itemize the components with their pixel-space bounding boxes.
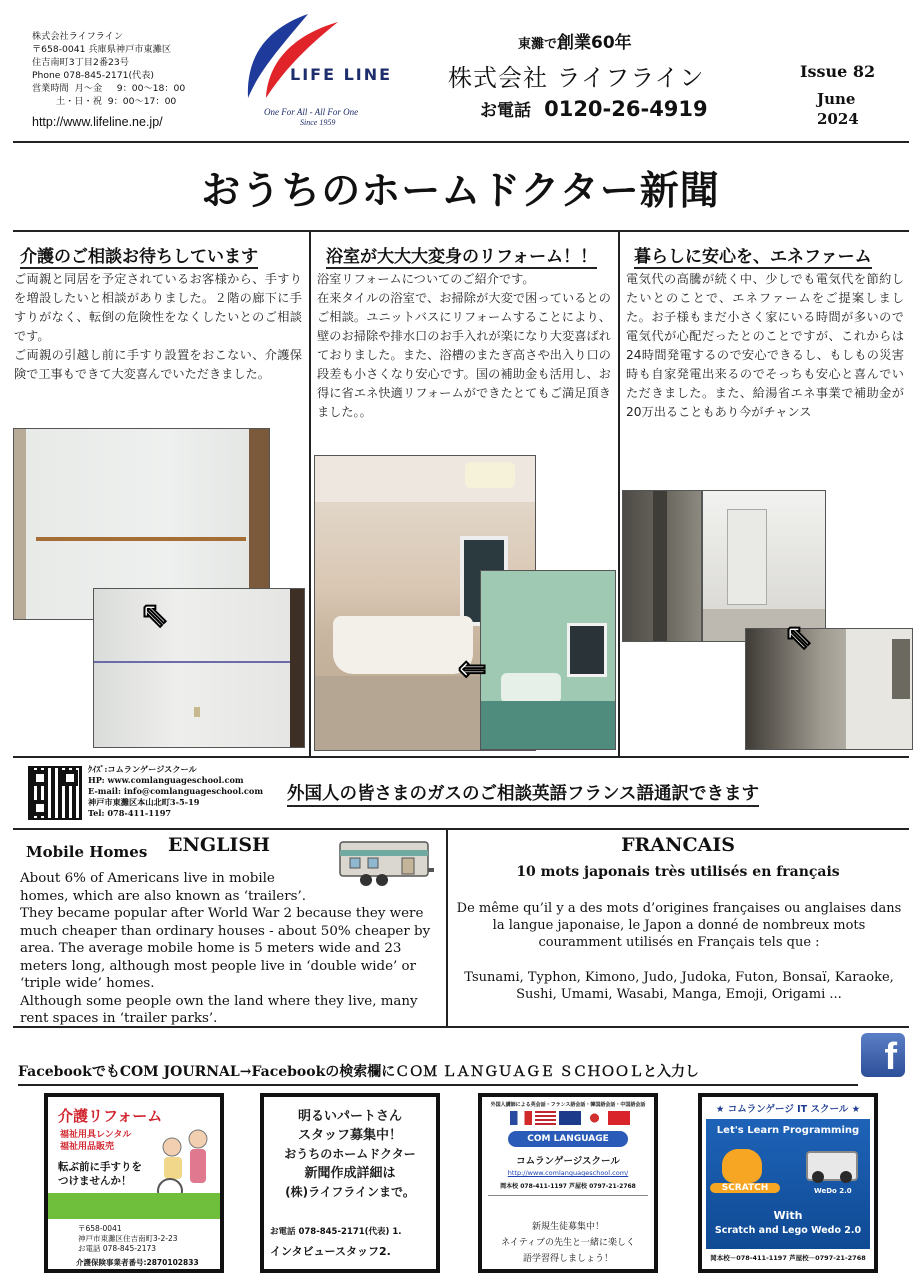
arrow-icon: ⇖ <box>784 617 813 657</box>
facebook-line: FacebookでもCOM JOURNAL→Facebookの検索欄にＣＯＭ ＬＡＮＧＵＡＧＥ ＳＣＨＯＯＬと入力し <box>18 1061 858 1086</box>
english-section-heading: ENGLISH <box>168 834 270 856</box>
french-section-heading: FRANCAIS <box>621 834 735 856</box>
it-ad-subtitle: Let's Learn Programming <box>716 1125 860 1136</box>
enefarm-photo-before <box>622 490 702 642</box>
logo-text: LIFE LINE <box>290 65 393 84</box>
arrow-icon: ⇖ <box>140 595 169 635</box>
logo-since: Since 1959 <box>300 118 336 127</box>
slogan <box>518 28 632 53</box>
staff-ad-line: スタッフ募集中！ <box>297 1128 402 1143</box>
company-info <box>32 30 185 108</box>
column-title: 暮らしに安心を、エネファーム <box>634 242 872 269</box>
phone-banner <box>480 96 708 121</box>
care-ad-title: 介護リフォーム <box>58 1107 163 1125</box>
school-info <box>88 764 263 819</box>
care-ad-sub: 福祉用具レンタル <box>60 1130 132 1140</box>
slogan-pre: 東灘で <box>518 37 558 52</box>
tel-label: お電話 <box>480 101 531 121</box>
staff-ad-line: 明るいパートさん <box>297 1109 402 1124</box>
logo-swoosh-icon <box>238 10 408 100</box>
phone-line: Phone 078-845-2171(代表) <box>32 70 155 81</box>
lang-ad-top: 外国人講師による英会話・フランス語会話・韓国語会話・中国語会話 <box>490 1102 646 1108</box>
school-hp[interactable]: HP: www.comlanguageschool.com <box>88 775 244 785</box>
french-title: 10 mots japonais très utilisés en français <box>516 864 840 880</box>
french-body <box>455 900 903 1003</box>
logo-tagline: One For All - All For One <box>264 107 359 117</box>
address-line: 〒658-0041 兵庫県神戸市東灘区 <box>32 44 172 55</box>
column-divider <box>309 230 311 758</box>
masthead-title: おうちのホームドクター新聞 <box>201 169 720 214</box>
column-text: 電気代の高騰が続く中、少しでも電気代を節約したいとのことで、エネファームをご提案しました。お子様もまだ小さく家にいる時間が多いので電気代が心配だったとのことですが、これからは24時間発電するので安心できるし、もしもの災害時も自家発電出来るのでそっちも安心と喜んでいただきました。また、給湯省エネ事業で補助金が20万出ることもあり今がチャンス <box>626 272 904 419</box>
english-paragraph: About 6% of Americans live in mobile homes, which are also known as ‘trailers’. <box>20 871 307 904</box>
lifeline-logo <box>238 10 408 130</box>
english-body <box>20 870 438 1028</box>
interpreter-banner: 外国人の皆さまのガスのご相談英語フランス語通訳できます <box>287 780 759 807</box>
it-ad-wedo: WeDo 2.0 <box>814 1187 852 1195</box>
slogan-years: 創業60年 <box>557 33 632 53</box>
care-reform-ad[interactable] <box>44 1093 224 1273</box>
care-ad-text: つけませんか！ <box>58 1175 132 1187</box>
lang-ad-badge: COM LANGUAGE <box>508 1131 628 1147</box>
care-ad-text: 転ぶ前に手すりを <box>58 1161 142 1173</box>
lang-ad-url[interactable]: http://www.comlanguageschool.com/ <box>507 1169 629 1177</box>
handrail-photo-after <box>93 588 305 748</box>
scratch-cat-icon <box>722 1149 762 1183</box>
staff-ad-phone: お電話 078-845-2171(代表) 1. <box>270 1227 402 1237</box>
issue-number: Issue 82 <box>800 62 876 81</box>
english-paragraph: They became popular after World War 2 because they were much cheaper than ordinary houses - about 50% cheaper by area. The average mobile home is 5 meters wide and 23 meters long, although most people live in ‘double wide’ or ‘triple wide’ homes. <box>20 906 431 991</box>
issue-year: 2024 <box>817 110 859 128</box>
staff-ad-note: インタビュースタッフ2. <box>270 1245 391 1258</box>
english-paragraph: Although some people own the land where they live, many rent spaces in ‘trailer parks’. <box>20 993 418 1026</box>
enefarm-photo-after <box>745 628 913 750</box>
column-text: ご両親と同居を予定されているお客様から、手すりを増設したいと相談がありました。２階の廊下に手すりがなく、転倒の危険性をなくしたいとのご相談です。 ご両親の引越し前に手すり設置をおこない、介護保険で工事もできて大変喜んでいただきました。 <box>14 272 302 381</box>
column-text: 浴室リフォームについてのご紹介です。 在来タイルの浴室で、お掃除が大変で困っているとのご相談。ユニットバスにリフォームすることにより、壁のお掃除や排水口のお手入れが楽になり大変喜ばれておりました。また、浴槽のまたぎ高さや出入り口の段差も小さくなり安心です。国の補助金も活用し、お得に省エネ快適リフォームができたとてもご満足頂きました。。 <box>317 272 611 419</box>
staff-ad-line: (株)ライフラインまで。 <box>285 1185 415 1199</box>
school-name: ｸｲｽﾞ:コムランゲージスクール <box>88 764 197 774</box>
care-ad-grass <box>48 1193 220 1219</box>
english-title: Mobile Homes <box>26 843 148 861</box>
address-line: 住吉南町3丁目2番23号 <box>32 57 129 68</box>
column-divider <box>618 230 620 758</box>
staff-ad-line: おうちのホームドクター <box>284 1147 416 1161</box>
school-tel: Tel: 078-411-1197 <box>88 808 172 818</box>
lang-ad-text: 新規生徒募集中！ <box>531 1222 604 1232</box>
language-divider <box>446 828 448 1028</box>
company-small-name: 株式会社ライフライン <box>32 31 124 42</box>
column-title: 介護のご相談お待ちしています <box>20 242 258 269</box>
header-divider <box>13 141 909 143</box>
column-title: 浴室が大大大変身のリフォーム！！ <box>326 242 597 269</box>
it-ad-bottom: Scratch and Lego Wedo 2.0 <box>714 1225 862 1236</box>
tel-number[interactable]: 0120-26-4919 <box>544 97 708 121</box>
lang-ad-divider <box>488 1195 648 1196</box>
it-ad-scratch: SCRATCH <box>710 1183 780 1193</box>
staff-recruit-ad[interactable] <box>260 1093 440 1273</box>
arrow-icon: ⇐ <box>458 649 487 689</box>
facebook-icon[interactable]: f <box>861 1033 905 1077</box>
school-email[interactable]: E-mail: info@comlanguageschool.com <box>88 786 264 796</box>
company-name-big: 株式会社 ライフライン <box>448 64 705 92</box>
care-ad-license: 介護保険事業者番号:2870102833 <box>76 1258 199 1267</box>
hours-line: 営業時間 月～金 9：00～18：00 <box>32 83 186 94</box>
it-ad-title: ★ コムランゲージ IT スクール ★ <box>715 1104 861 1115</box>
care-ad-address: 〒658-0041 <box>78 1224 122 1233</box>
school-address: 神戸市東灘区本山北町3-5-19 <box>88 797 200 807</box>
hours-line: 土・日・祝 9：00～17：00 <box>56 96 177 107</box>
issue-month: June <box>817 90 856 108</box>
lang-ad-name: コムランゲージスクール <box>516 1156 620 1167</box>
qr-code-icon <box>28 766 82 820</box>
bathroom-photo-before <box>480 570 616 750</box>
it-ad-phones: 岡本校－078-411-1197 芦屋校－0797-21-2768 <box>710 1254 866 1262</box>
flags-icon <box>510 1111 630 1125</box>
website-link[interactable]: http://www.lifeline.ne.jp/ <box>32 115 163 129</box>
care-ad-sub: 福祉用品販売 <box>60 1142 115 1152</box>
it-ad-with: With <box>773 1209 803 1222</box>
french-paragraph: De même qu’il y a des mots d’origines françaises ou anglaises dans la langue japonaise, le Japon a donné de nombreux mots couramment utilisés en Français tels que : <box>456 901 902 950</box>
care-ad-address: 神戸市東灘区住吉南町3-2-23 <box>78 1234 178 1243</box>
lang-ad-phones: 岡本校 078-411-1197 芦屋校 0797-21-2768 <box>500 1183 636 1190</box>
lego-robot-icon <box>806 1151 858 1181</box>
language-school-ad[interactable] <box>478 1093 658 1273</box>
lang-ad-text: ネイティブの先生と一緒に楽しく <box>500 1238 636 1248</box>
french-word-list: Tsunami, Typhon, Kimono, Judo, Judoka, Futon, Bonsaï, Karaoke, Sushi, Umami, Wasabi, Manga, Emoji, Origami ... <box>464 970 894 1002</box>
lang-ad-text: 語学習得しましょう！ <box>522 1254 613 1264</box>
staff-ad-line: 新聞作成詳細は <box>304 1166 396 1181</box>
it-school-ad[interactable] <box>698 1093 878 1273</box>
care-ad-phone: お電話 078-845-2173 <box>78 1244 157 1253</box>
